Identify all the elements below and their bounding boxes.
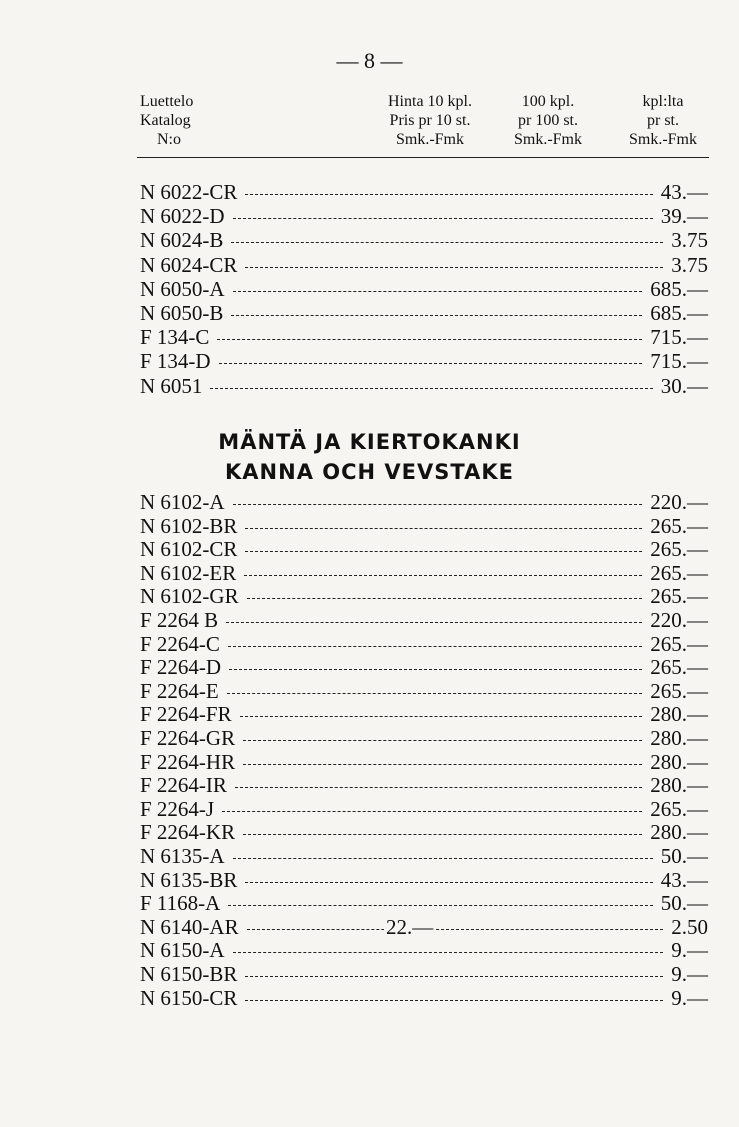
catalog-number: F 2264-C bbox=[140, 631, 220, 656]
table-row bbox=[0, 750, 739, 775]
unit-price: 280.— bbox=[650, 702, 708, 727]
unit-price: 265.— bbox=[650, 631, 708, 656]
unit-price: 265.— bbox=[650, 655, 708, 680]
leader-dashes bbox=[244, 575, 642, 576]
table-row bbox=[0, 561, 739, 586]
header-price100-column bbox=[498, 92, 598, 149]
unit-price: 9.— bbox=[671, 962, 708, 986]
catalog-number: F 2264 B bbox=[140, 608, 219, 632]
unit-price: 2.50 bbox=[671, 914, 708, 939]
catalog-number: F 2264-J bbox=[140, 796, 215, 821]
table-row bbox=[0, 891, 739, 916]
unit-price: 280.— bbox=[650, 773, 708, 798]
header-price-each-line3: Smk.-Fmk bbox=[628, 131, 697, 148]
catalog-number: F 2264-GR bbox=[140, 726, 236, 750]
catalog-number: N 6150-BR bbox=[140, 962, 238, 986]
leader-dashes bbox=[245, 528, 642, 529]
unit-price: 50.— bbox=[660, 891, 708, 916]
catalog-number: F 134-D bbox=[140, 349, 211, 374]
unit-price: 43.— bbox=[660, 867, 708, 892]
leader-dashes bbox=[233, 952, 663, 953]
catalog-number: F 2264-HR bbox=[140, 749, 236, 774]
leader-dashes bbox=[245, 976, 663, 977]
table-row bbox=[0, 490, 739, 515]
table-row bbox=[0, 608, 739, 633]
leader-dashes bbox=[219, 363, 642, 364]
catalog-number: N 6102-CR bbox=[140, 537, 238, 562]
table-row bbox=[0, 844, 739, 869]
leader-dashes bbox=[245, 882, 653, 883]
leader-dashes bbox=[233, 504, 642, 505]
table-row bbox=[0, 374, 739, 399]
section-title-line1: MÄNTÄ JA KIERTOKANKI bbox=[218, 430, 521, 454]
catalog-number: N 6022-CR bbox=[140, 180, 238, 204]
table-row bbox=[0, 938, 739, 963]
header-catalog-line1: Luettelo bbox=[140, 93, 194, 110]
header-rule bbox=[137, 157, 709, 158]
leader-dashes bbox=[231, 242, 663, 243]
unit-price: 685.— bbox=[650, 301, 708, 325]
table-row bbox=[0, 962, 739, 987]
leader-dashes bbox=[245, 1000, 663, 1001]
table-row bbox=[0, 726, 739, 751]
catalog-number: N 6024-CR bbox=[140, 252, 238, 277]
unit-price: 9.— bbox=[671, 938, 708, 963]
unit-price: 715.— bbox=[650, 325, 708, 350]
header-price10-line3: Smk.-Fmk bbox=[395, 131, 464, 148]
header-price100-line3: Smk.-Fmk bbox=[513, 131, 582, 148]
table-row bbox=[0, 253, 739, 278]
catalog-number: N 6135-A bbox=[140, 844, 225, 868]
unit-price: 265.— bbox=[650, 513, 708, 538]
leader-dashes bbox=[247, 598, 642, 599]
leader-dashes bbox=[228, 905, 653, 906]
header-catalog-line3: N:o bbox=[157, 131, 181, 148]
table-row bbox=[0, 325, 739, 350]
catalog-number: N 6150-A bbox=[140, 938, 225, 963]
unit-price: 715.— bbox=[650, 349, 708, 374]
table-row bbox=[0, 820, 739, 845]
catalog-number: N 6102-GR bbox=[140, 584, 239, 609]
leader-dashes bbox=[245, 267, 663, 268]
table-row bbox=[0, 773, 739, 798]
catalog-number: F 1168-A bbox=[140, 891, 221, 916]
header-price-each-column bbox=[616, 92, 710, 149]
unit-price: 3.75 bbox=[671, 228, 708, 253]
table-row bbox=[0, 986, 739, 1011]
header-price100-line2: pr 100 st. bbox=[518, 112, 578, 129]
leader-dashes bbox=[222, 811, 642, 812]
catalog-number: N 6051 bbox=[140, 373, 203, 398]
unit-price: 39.— bbox=[660, 204, 708, 229]
unit-price: 9.— bbox=[671, 985, 708, 1010]
catalog-number: N 6024-B bbox=[140, 228, 224, 253]
catalog-number: N 6135-BR bbox=[140, 867, 238, 892]
table-row bbox=[0, 868, 739, 893]
unit-price: 280.— bbox=[650, 820, 708, 845]
unit-price: 265.— bbox=[650, 584, 708, 609]
unit-price: 685.— bbox=[650, 276, 708, 301]
leader-dashes bbox=[235, 787, 642, 788]
table-row bbox=[0, 584, 739, 609]
header-price10-column bbox=[370, 92, 490, 149]
table-row bbox=[0, 277, 739, 302]
unit-price: 265.— bbox=[650, 560, 708, 585]
section-title-line2: KANNA OCH VEVSTAKE bbox=[225, 460, 514, 484]
catalog-number: F 2264-D bbox=[140, 655, 222, 680]
table-row bbox=[0, 655, 739, 680]
table-row bbox=[0, 301, 739, 326]
table-row bbox=[0, 632, 739, 657]
header-price10-line1: Hinta 10 kpl. bbox=[388, 93, 472, 110]
catalog-number: N 6102-A bbox=[140, 490, 225, 514]
table-row bbox=[0, 537, 739, 562]
header-catalog-line2: Katalog bbox=[140, 112, 191, 129]
unit-price: 265.— bbox=[650, 537, 708, 562]
table-row bbox=[0, 204, 739, 229]
unit-price: 280.— bbox=[650, 726, 708, 750]
leader-dashes bbox=[229, 669, 642, 670]
leader-dashes bbox=[226, 622, 642, 623]
leader-dashes bbox=[233, 858, 653, 859]
unit-price: 3.75 bbox=[671, 252, 708, 277]
leader-dashes bbox=[233, 291, 642, 292]
table-row bbox=[0, 679, 739, 704]
catalog-number: N 6150-CR bbox=[140, 985, 238, 1010]
unit-price: 50.— bbox=[660, 844, 708, 868]
catalog-number: F 2264-IR bbox=[140, 773, 227, 798]
page-number: — 8 — bbox=[336, 48, 403, 73]
leader-dashes bbox=[227, 693, 642, 694]
catalog-number: N 6102-ER bbox=[140, 560, 237, 585]
unit-price: 265.— bbox=[650, 796, 708, 821]
leader-dashes bbox=[243, 834, 642, 835]
leader-dashes bbox=[243, 764, 642, 765]
leader-dashes bbox=[228, 646, 642, 647]
catalog-number: N 6050-B bbox=[140, 301, 224, 325]
catalog-number: F 2264-E bbox=[140, 678, 219, 703]
unit-price: 265.— bbox=[650, 678, 708, 703]
leader-dashes bbox=[245, 194, 653, 195]
column-header bbox=[0, 92, 739, 162]
leader-dashes bbox=[233, 218, 653, 219]
catalog-number: N 6140-AR bbox=[140, 914, 239, 939]
table-row bbox=[0, 915, 739, 940]
catalog-number: F 2264-KR bbox=[140, 820, 236, 845]
table-row bbox=[0, 797, 739, 822]
leader-dashes bbox=[240, 716, 642, 717]
table-row bbox=[0, 702, 739, 727]
leader-dashes bbox=[210, 388, 653, 389]
unit-price: 43.— bbox=[660, 180, 708, 204]
table-row bbox=[0, 180, 739, 205]
table-row bbox=[0, 228, 739, 253]
table-row bbox=[0, 349, 739, 374]
leader-dashes bbox=[217, 339, 642, 340]
header-price10-line2: Pris pr 10 st. bbox=[389, 112, 471, 129]
header-price-each-line1: kpl:lta bbox=[642, 93, 684, 110]
catalog-number: F 2264-FR bbox=[140, 702, 232, 727]
catalog-number: N 6102-BR bbox=[140, 513, 238, 538]
header-price-each-line2: pr st. bbox=[647, 112, 679, 129]
unit-price: 30.— bbox=[660, 373, 708, 398]
price-per-10: 22.— bbox=[386, 914, 434, 939]
leader-dashes bbox=[245, 551, 642, 552]
header-catalog-column bbox=[140, 92, 193, 149]
unit-price: 220.— bbox=[650, 490, 708, 514]
unit-price: 280.— bbox=[650, 749, 708, 774]
leader-dashes bbox=[247, 929, 663, 930]
leader-dashes bbox=[243, 740, 642, 741]
leader-dashes bbox=[231, 315, 642, 316]
catalog-number: F 134-C bbox=[140, 325, 210, 350]
unit-price: 220.— bbox=[650, 608, 708, 632]
catalog-number: N 6050-A bbox=[140, 276, 225, 301]
table-row bbox=[0, 514, 739, 539]
header-price100-line1: 100 kpl. bbox=[521, 93, 575, 110]
catalog-number: N 6022-D bbox=[140, 204, 225, 229]
